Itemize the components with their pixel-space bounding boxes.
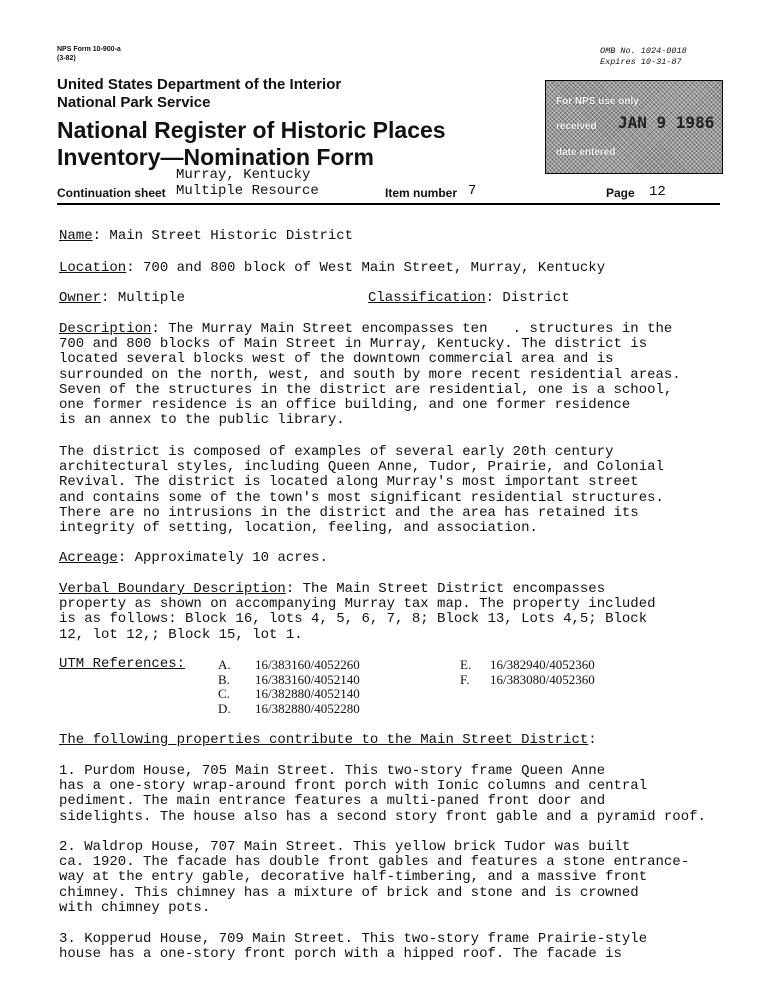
property-line: pediment. The main entrance features a multi-paned front door and — [59, 793, 606, 810]
acreage-value: : Approximately 10 acres. — [117, 550, 328, 566]
boundary-line: is as follows: Block 16, lots 4, 5, 6, 7, 8; Block 13, Lots 4,5; Block — [59, 611, 648, 628]
utm-coord: 16/382880/4052140 — [255, 686, 360, 701]
description-paragraph — [59, 322, 759, 428]
contribute-heading-colon: : — [588, 732, 597, 748]
property-line: 1. Purdom House, 705 Main Street. This two-story frame Queen Anne — [59, 763, 606, 779]
date-entered-label: date entered — [556, 147, 616, 158]
item-number-value: 7 — [468, 183, 477, 199]
utm-coord: 16/382940/4052360 — [490, 657, 595, 672]
utm-coords-right — [490, 658, 595, 687]
boundary-paragraph — [59, 582, 759, 643]
description-line: surrounded on the north, west, and south by more recent residential areas. — [59, 366, 681, 383]
district-line: integrity of setting, location, feeling, and association. — [59, 520, 538, 537]
property-line: 3. Kopperud House, 709 Main Street. This two-story frame Prairie-style — [59, 931, 648, 947]
boundary-line: 12, lot 12,; Block 15, lot 1. — [59, 626, 303, 643]
property-3-paragraph — [59, 932, 759, 962]
classification-label: Classification — [368, 290, 486, 306]
utm-letter: B. — [218, 671, 230, 687]
property-2-paragraph — [59, 840, 759, 916]
property-line: ca. 1920. The facade has double front gables and features a stone entrance- — [59, 854, 690, 871]
district-line: There are no intrusions in the district and the area has retained its — [59, 504, 639, 521]
contribute-heading-text: The following properties contribute to the Main Street District — [59, 732, 589, 748]
location-value: : 700 and 800 block of West Main Street, Murray, Kentucky — [126, 260, 606, 276]
location-field — [59, 261, 759, 276]
form-title — [57, 117, 446, 171]
continuation-label: Continuation sheet — [57, 186, 166, 200]
utm-label-text: UTM References: — [59, 656, 186, 672]
nps-use-only-box — [545, 80, 723, 174]
utm-letter: A. — [218, 657, 231, 672]
title-line-2: Inventory—Nomination Form — [57, 144, 374, 170]
description-line: one former residence is an office building, and one former residence — [59, 397, 631, 414]
department-heading — [57, 76, 341, 112]
place-name: Murray, Kentucky — [176, 167, 311, 183]
contribute-heading — [59, 733, 759, 748]
description-line: : The Murray Main Street encompasses ten . structures in the — [151, 321, 673, 337]
resource-name: Multiple Resource — [176, 183, 319, 199]
utm-coord: 16/383160/4052140 — [255, 671, 360, 687]
district-line: architectural styles, including Queen Anne, Tudor, Prairie, and Colonial — [59, 459, 664, 476]
district-paragraph — [59, 445, 759, 536]
boundary-label: Verbal Boundary Description — [59, 581, 286, 597]
district-line: Revival. The district is located along Murray's most important street — [59, 474, 639, 491]
property-line: chimney. This chimney has a mixture of brick and stone and is crowned — [59, 884, 639, 901]
utm-letters-left — [218, 658, 231, 716]
classification-field — [368, 291, 748, 306]
acreage-label: Acreage — [59, 550, 118, 566]
district-line: and contains some of the town's most significant residential structures. — [59, 489, 664, 506]
description-line: is an annex to the public library. — [59, 412, 345, 429]
department-name: United States Department of the Interior — [57, 76, 342, 93]
property-line: has a one-story wrap-around front porch with Ionic columns and central — [59, 778, 648, 795]
utm-coord: 16/383160/4052260 — [255, 657, 360, 672]
owner-label: Owner — [59, 290, 102, 306]
description-line: 700 and 800 blocks of Main Street in Murray, Kentucky. The district is — [59, 336, 648, 353]
form-id — [57, 45, 121, 63]
property-line: way at the entry gable, decorative half-timbering, and a massive front — [59, 869, 648, 886]
classification-value: : District — [485, 290, 570, 306]
acreage-field — [59, 551, 759, 566]
property-line: house has a one-story front porch with a hipped roof. The facade is — [59, 946, 622, 963]
name-value: : Main Street Historic District — [92, 228, 354, 244]
boundary-line: : The Main Street District encompasses — [285, 581, 606, 597]
omb-line: OMB No. 1024-0018 — [600, 46, 687, 56]
item-number-label: Item number — [385, 186, 458, 200]
utm-coord: 16/382880/4052280 — [255, 700, 360, 716]
form-revision: (3-82) — [57, 55, 76, 62]
name-field — [59, 229, 759, 244]
nps-use-only-label: For NPS use only — [556, 96, 639, 107]
description-label: Description — [59, 321, 152, 337]
property-line: with chimney pots. — [59, 899, 211, 916]
utm-letter: D. — [218, 700, 231, 716]
page-label: Page — [606, 186, 635, 200]
utm-coords-left — [255, 658, 360, 716]
location-label: Location — [59, 260, 127, 276]
title-line-1: National Register of Historic Places — [57, 117, 446, 143]
property-line: sidelights. The house also has a second story front gable and a pyramid roof. — [59, 808, 706, 825]
service-name: National Park Service — [57, 94, 211, 111]
boundary-line: property as shown on accompanying Murray tax map. The property included — [59, 596, 656, 613]
utm-letter: F. — [460, 671, 470, 687]
omb-number — [600, 46, 687, 68]
expiry-line: Expires 10-31-87 — [600, 57, 682, 67]
name-label: Name — [59, 228, 93, 244]
owner-value: : Multiple — [101, 290, 186, 306]
form-number: NPS Form 10-900-a — [57, 46, 121, 53]
utm-letters-right — [460, 658, 471, 687]
property-1-paragraph — [59, 764, 759, 825]
description-line: located several blocks west of the downtown commercial area and is — [59, 351, 614, 368]
utm-coord: 16/383080/4052360 — [490, 671, 595, 687]
utm-letter: E. — [460, 657, 472, 672]
district-line: The district is composed of examples of several early 20th century — [59, 444, 614, 460]
received-label: received — [556, 121, 597, 132]
utm-letter: C. — [218, 686, 230, 701]
received-date-stamp: JAN 9 1986 — [618, 113, 715, 132]
utm-label — [59, 657, 759, 672]
description-line: Seven of the structures in the district are residential, one is a school, — [59, 381, 673, 398]
property-line: 2. Waldrop House, 707 Main Street. This yellow brick Tudor was built — [59, 839, 631, 855]
header-rule — [57, 203, 720, 205]
page-number: 12 — [649, 184, 666, 200]
